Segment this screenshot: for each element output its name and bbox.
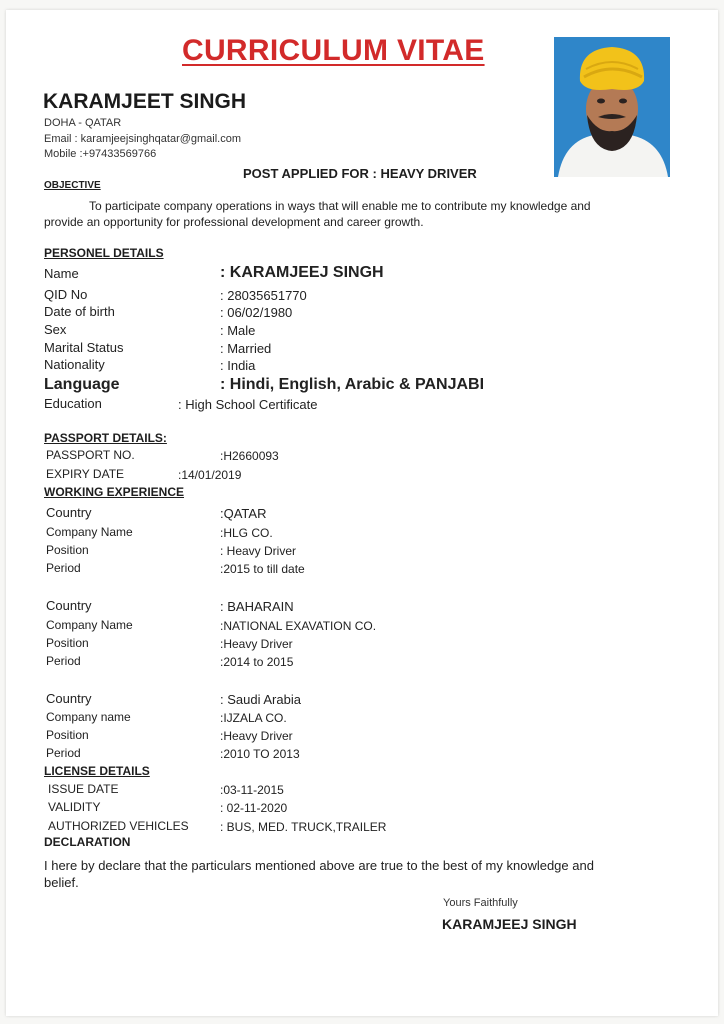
- passport-label: PASSPORT NO.: [46, 448, 135, 462]
- experience-label: Position: [46, 543, 89, 557]
- license-label: ISSUE DATE: [48, 782, 119, 796]
- personal-value: : India: [220, 358, 256, 373]
- personal-value: : Hindi, English, Arabic & PANJABI: [220, 376, 485, 393]
- objective-line-2: provide an opportunity for professional development and career growth.: [44, 215, 424, 229]
- passport-value: :H2660093: [220, 449, 279, 463]
- personal-label: Sex: [44, 322, 67, 337]
- experience-label: Position: [46, 728, 89, 742]
- personal-value: : 28035651770: [220, 288, 307, 303]
- mobile: Mobile :+97433569766: [44, 148, 157, 160]
- experience-value: : BAHARAIN: [220, 599, 294, 614]
- objective-heading: OBJECTIVE: [44, 180, 101, 191]
- objective-line-1: To participate company operations in ways that will enable me to contribute my knowledge and: [89, 199, 591, 213]
- passport-heading: PASSPORT DETAILS:: [44, 431, 167, 445]
- experience-value: :2010 TO 2013: [220, 747, 300, 761]
- email: Email : karamjeejsinghqatar@gmail.com: [44, 133, 242, 145]
- license-heading: LICENSE DETAILS: [44, 764, 150, 778]
- closing-text: Yours Faithfully: [443, 897, 518, 909]
- experience-label: Period: [46, 654, 81, 668]
- post-applied: POST APPLIED FOR : HEAVY DRIVER: [243, 166, 477, 181]
- personal-label: Education: [44, 396, 102, 411]
- experience-label: Company name: [46, 710, 131, 724]
- experience-value: : Heavy Driver: [220, 544, 297, 558]
- personal-value: : Married: [220, 341, 272, 356]
- experience-value: :Heavy Driver: [220, 729, 293, 743]
- license-label: AUTHORIZED VEHICLES: [48, 819, 189, 833]
- experience-value: :HLG CO.: [220, 526, 273, 540]
- experience-label: Country: [46, 598, 92, 613]
- document-title: CURRICULUM VITAE: [182, 34, 485, 67]
- license-value: : 02-11-2020: [220, 801, 288, 815]
- experience-value: :2015 to till date: [220, 562, 305, 576]
- cv-page: [6, 10, 718, 1016]
- passport-label: EXPIRY DATE: [46, 467, 125, 481]
- personal-label: Marital Status: [44, 340, 124, 355]
- declaration-heading: DECLARATION: [44, 835, 131, 849]
- personal-label: QID No: [44, 287, 88, 302]
- experience-value: :IJZALA CO.: [220, 711, 287, 725]
- experience-value: :2014 to 2015: [220, 655, 294, 669]
- experience-label: Period: [46, 561, 81, 575]
- personal-label: Name: [44, 266, 79, 281]
- personal-value: : Male: [220, 323, 256, 338]
- license-value: :03-11-2015: [220, 783, 284, 797]
- experience-label: Country: [46, 691, 92, 706]
- personal-details-heading: PERSONEL DETAILS: [44, 246, 164, 260]
- candidate-name: KARAMJEET SINGH: [43, 90, 247, 113]
- experience-heading: WORKING EXPERIENCE: [44, 485, 185, 499]
- license-value: : BUS, MED. TRUCK,TRAILER: [220, 820, 387, 834]
- experience-value: :QATAR: [220, 506, 267, 521]
- location: DOHA - QATAR: [44, 117, 122, 129]
- declaration-line-2: belief.: [44, 875, 79, 890]
- personal-label: Date of birth: [44, 304, 115, 319]
- experience-label: Company Name: [46, 525, 133, 539]
- profile-photo: [554, 37, 670, 177]
- personal-value: : KARAMJEEJ SINGH: [220, 264, 384, 281]
- personal-value: : 06/02/1980: [220, 305, 293, 320]
- experience-value: :Heavy Driver: [220, 637, 293, 651]
- signatory-name: KARAMJEEJ SINGH: [442, 916, 577, 932]
- experience-label: Country: [46, 505, 92, 520]
- passport-value: :14/01/2019: [178, 468, 242, 482]
- license-label: VALIDITY: [48, 800, 101, 814]
- experience-value: :NATIONAL EXAVATION CO.: [220, 619, 377, 633]
- declaration-line-1: I here by declare that the particulars mentioned above are true to the best of my knowledge and: [44, 858, 594, 873]
- experience-label: Period: [46, 746, 81, 760]
- personal-label: Nationality: [44, 357, 105, 372]
- experience-label: Position: [46, 636, 89, 650]
- personal-value: : High School Certificate: [178, 397, 318, 412]
- experience-value: : Saudi Arabia: [220, 692, 301, 707]
- experience-label: Company Name: [46, 618, 133, 632]
- personal-label: Language: [44, 376, 120, 393]
